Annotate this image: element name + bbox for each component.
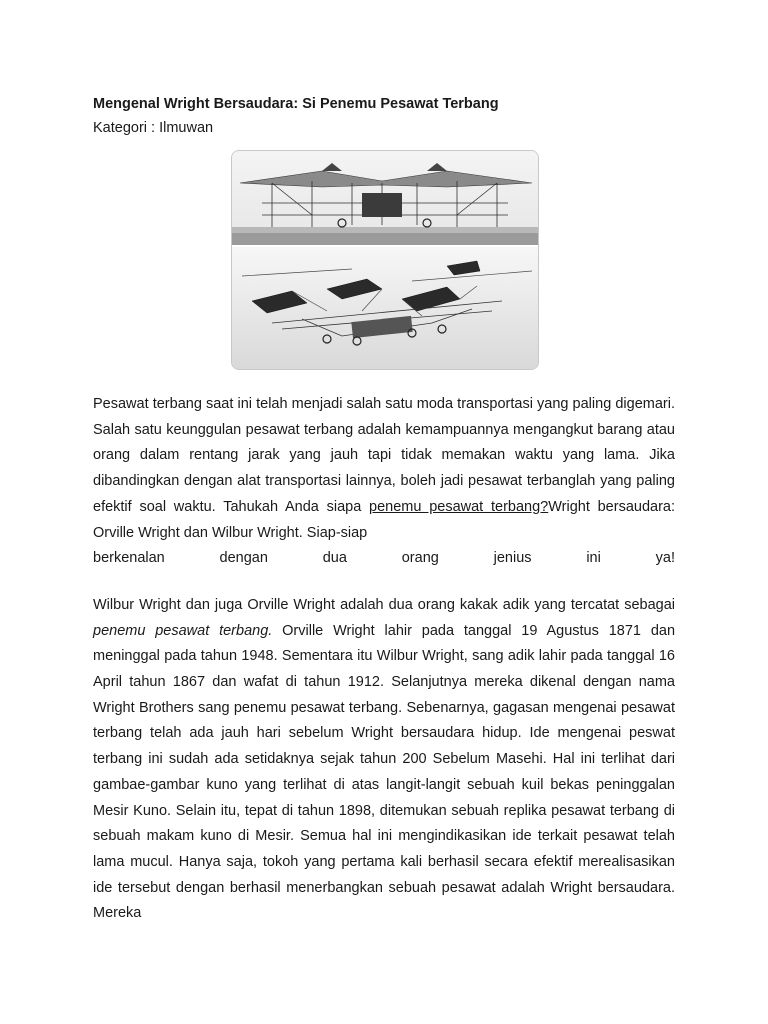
word: ini	[586, 550, 601, 567]
article-category: Kategori : Ilmuwan	[93, 120, 214, 136]
article-title: Mengenal Wright Bersaudara: Si Penemu Pesawat Terbang	[93, 96, 499, 112]
word: jenius	[493, 550, 532, 567]
history-text-part1: Wilbur Wright dan juga Orville Wright adalah dua orang kakak adik yang tercatat sebagai	[93, 596, 675, 613]
document-page	[93, 92, 675, 948]
word: orang	[401, 550, 439, 567]
intro-text-part1: Pesawat terbang saat ini telah menjadi salah satu moda transportasi yang paling digemari. Salah satu keunggulan pesawat terbang adalah kemampuannya mengangkut barang atau orang dalam rentang jarak yang jauh tapi tidak memakan waktu yang lama. Jika dibandingkan dengan alat transportasi lainnya, boleh jadi pesawat terbanglah yang paling efektif soal waktu. Tahukah Anda siapa	[93, 396, 675, 515]
intro-text-part2: Wright bersaudara: Orville Wright dan Wilbur Wright. Siap-siap	[93, 498, 675, 541]
word: ya!	[655, 550, 675, 567]
early-aircraft-photo	[231, 150, 539, 370]
word: dua	[322, 550, 347, 567]
history-text-part2: Orville Wright lahir pada tanggal 19 Agustus 1871 dan meninggal pada tahun 1948. Sementara itu Wilbur Wright, sang adik lahir pada tanggal 16 April tahun 1867 dan wafat di tahun 1912. Selanjutnya mereka dikenal dengan nama Wright Brothers sang penemu pesawat terbang. Sebenarnya, gagasan mengenai pesawat terbang telah ada jauh hari sebelum Wright bersaudara hidup. Ide mengenai peswat terbang ini sudah ada setidaknya sejak tahun 200 Sebelum Masehi. Hal ini terlihat dari gambae-gambar kuno yang terlihat di atas langit-langit sebuah kuil bekas peninggalan Mesir Kuno. Selain itu, tepat di tahun 1898, ditemukan sebuah replika pesawat terbang di sebuah makam kuno di Mesir. Semua hal ini mengindikasikan ide terkait pesawat telah lama mucul. Hanya saja, tokoh yang pertama kali berhasil secara efektif merealisasikan ide tersebut dengan berhasil menerbangkan sebuah pesawat adalah Wright bersaudara. Mereka	[93, 622, 676, 922]
history-emphasis: penemu pesawat terbang.	[93, 622, 273, 639]
history-paragraph	[93, 593, 675, 927]
word: berkenalan	[93, 550, 165, 567]
intro-paragraph	[93, 392, 675, 572]
inventor-link[interactable]: penemu pesawat terbang?	[369, 498, 549, 515]
intro-last-line	[93, 546, 675, 572]
word: dengan	[219, 550, 268, 567]
